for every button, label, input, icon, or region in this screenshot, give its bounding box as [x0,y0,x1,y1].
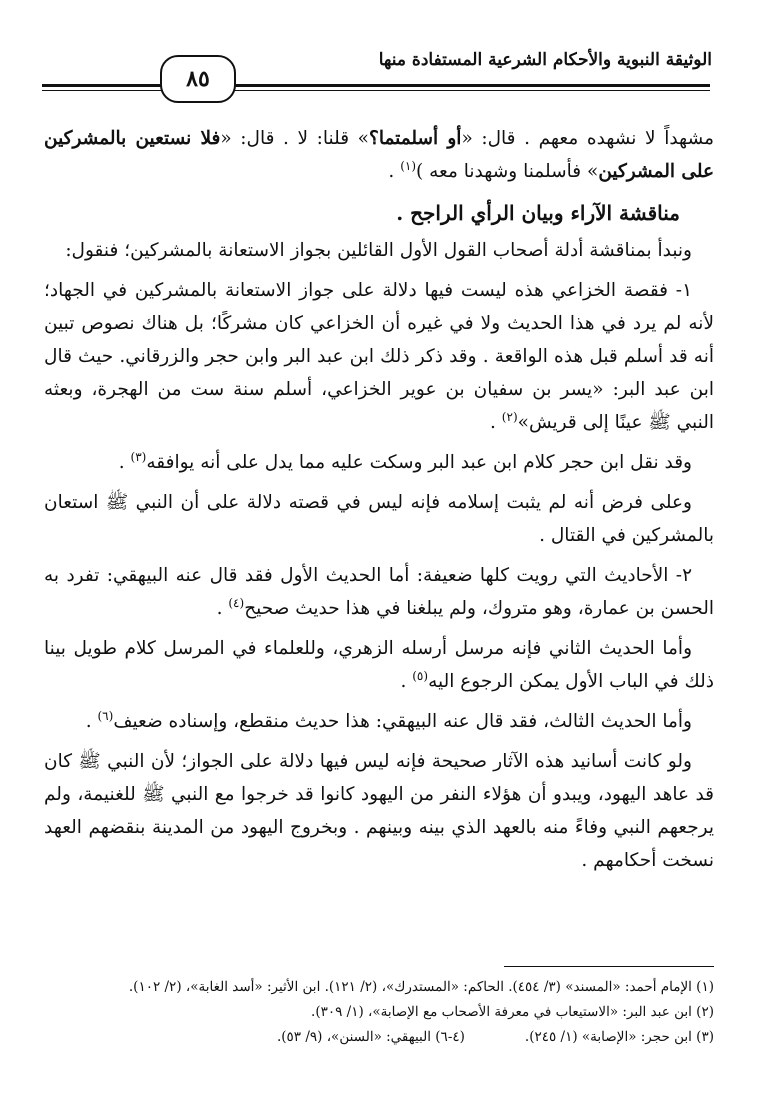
footnote-4-6: (٤-٦) البيهقي: «السنن»، (٩/ ٥٣). [276,1029,465,1045]
header-rule-thin [228,90,710,91]
text-run: وأما الحديث الثاني فإنه مرسل أرسله الزهري، وللعلماء في المرسل كلام طويل بينا ذلك في الباب الأول يمكن الرجوع اليه [44,638,714,692]
text-run: . [216,598,229,619]
footnote-3-row [44,1025,714,1050]
page-header [0,40,762,110]
section-heading: مناقشة الآراء وبيان الرأي الراجح . [396,201,680,225]
footnote-1: (١) الإمام أحمد: «المسند» (٣/ ٤٥٤). الحاكم: «المستدرك»، (٢/ ١٢١). ابن الأثير: «أسد الغابة»، (٢/ ١٠٢). [128,979,714,995]
text-run: . [490,412,502,433]
paragraph-2: ونبدأ بمناقشة أدلة أصحاب القول الأول القائلين بجواز الاستعانة بالمشركين؛ فنقول: [65,240,692,261]
text-run: . [85,711,98,732]
main-text [44,122,714,884]
footnote-ref: (٢) [501,409,518,424]
text-run: وأما الحديث الثالث، فقد قال عنه البيهقي: هذا حديث منقطع، وإسناده ضعيف [113,711,692,732]
quote-bold: أو أسلمتما؟ [369,128,462,149]
page-number: ٨٥ [186,66,210,92]
paragraph-6 [44,559,714,625]
header-rule-left [42,84,164,87]
header-rule-left-thin [42,90,164,91]
footnote-ref: (٥) [412,668,429,683]
paragraph-3 [44,274,714,439]
text-run: وقد نقل ابن حجر كلام ابن عبد البر وسكت عليه مما يدل على أنه يوافقه [146,452,692,473]
text-run: . [388,161,401,182]
footnote-ref: (٣) [130,449,147,464]
footnote-ref: (٦) [97,708,114,723]
running-title: الوثيقة النبوية والأحكام الشرعية المستفادة منها [378,50,712,70]
page-number-box [160,55,236,103]
footnote-3: (٣) ابن حجر: «الإصابة» (١/ ٢٤٥). [524,1029,714,1045]
text-run: » فأسلمنا وشهدنا معه ) [416,161,599,182]
footnote-2: (٢) ابن عبد البر: «الاستيعاب في معرفة الأصحاب مع الإصابة»، (١/ ٣٠٩). [311,1004,714,1020]
text-run: » قلنا: لا . قال: « [220,128,369,149]
footnote-ref: (٤) [228,595,245,610]
quote-bold: فلا نستعين بالمشركين على المشركين [44,128,714,182]
text-run: ١- فقصة الخزاعي هذه ليست فيها دلالة على جواز الاستعانة بالمشركين في الجهاد؛ لأنه لم يرد في هذا الحديث ولا في غيره أن الخزاعي كان مشركًا؛ بل هناك نصوص تبين أنه قد أسلم قبل هذه الواقعة . وقد ذكر ذلك ابن عبد البر وابن حجر والزرقاني. حيث قال ابن عبد البر: «يسر بن سفيان بن عوير الخزاعي، أسلم سنة ست من الهجرة، وبعثه النبي ﷺ عينًا إلى قريش» [44,280,714,433]
text-run: مشهداً لا نشهده معهم . قال: « [461,128,714,149]
paragraph-4 [44,446,714,479]
paragraph-8 [44,705,714,738]
header-rule [228,84,710,87]
paragraph-1 [44,122,714,188]
paragraph-5: وعلى فرض أنه لم يثبت إسلامه فإنه ليس في قصته دلالة على أن النبي ﷺ استعان بالمشركين في القتال . [44,492,714,546]
footnote-separator [504,966,714,967]
paragraph-9: ولو كانت أسانيد هذه الآثار صحيحة فإنه ليس فيها دلالة على الجواز؛ لأن النبي ﷺ كان قد عاهد اليهود، ويبدو أن هؤلاء النفر من اليهود كانوا قد خرجوا مع النبي ﷺ للغنيمة، ولم يرجعهم النبي وفاءً منه بالعهد الذي بينه وبينهم . وبخروج اليهود من المدينة بنقضهم العهد نسخت أحكامهم . [44,751,714,871]
text-run: ٢- الأحاديث التي رويت كلها ضعيفة: أما الحديث الأول فقد قال عنه البيهقي: تفرد به الحسن بن عمارة، وهو متروك، ولم يبلغنا في هذا حديث صحيح [44,565,714,619]
footnote-ref: (١) [400,158,417,173]
footnotes [44,975,714,1050]
text-run: . [118,452,131,473]
paragraph-7 [44,632,714,698]
text-run: . [400,671,413,692]
